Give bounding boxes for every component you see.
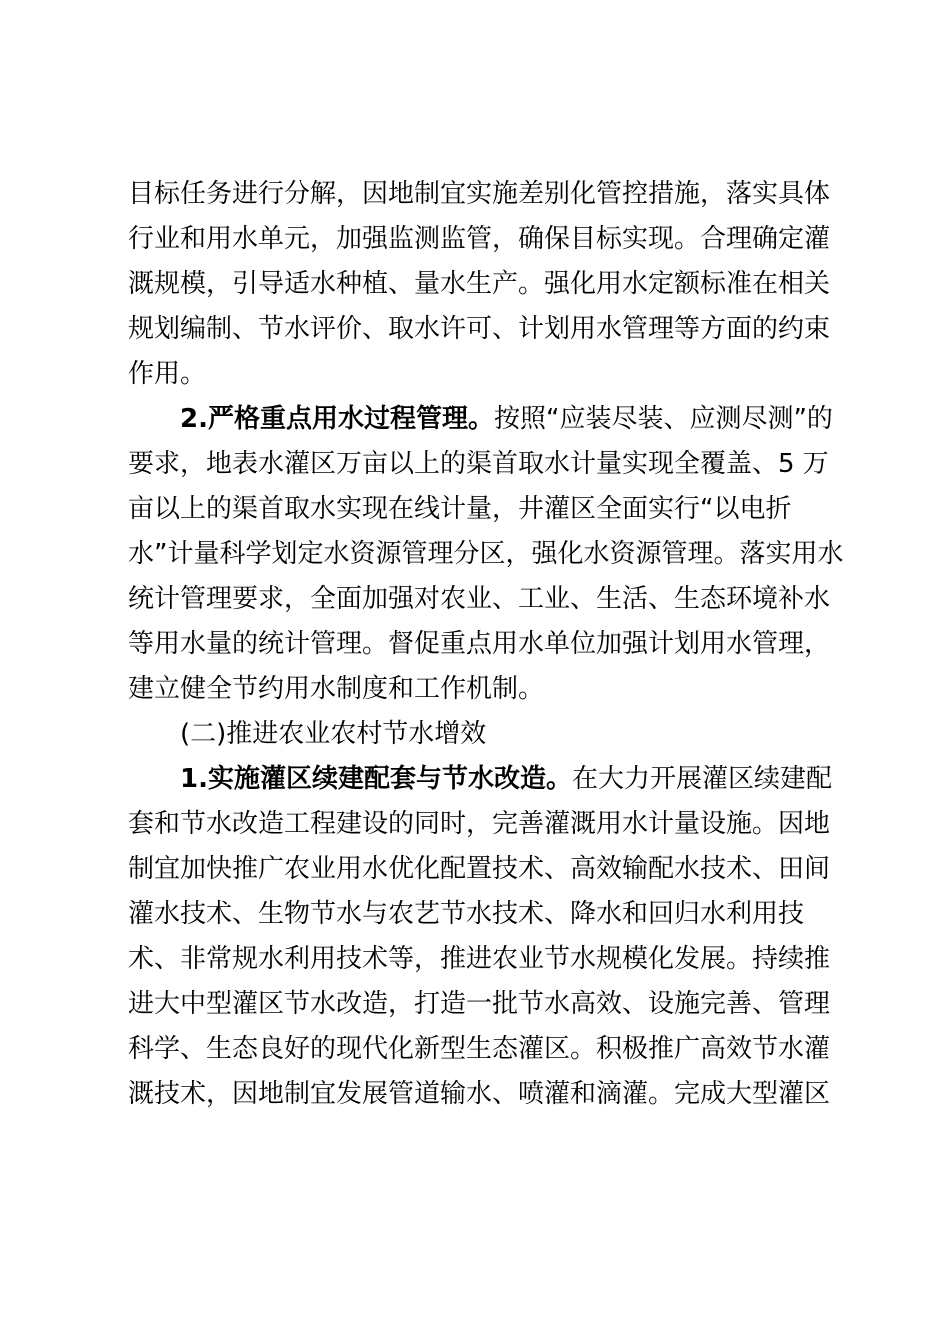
text-line: 等用水量的统计管理。督促重点用水单位加强计划用水管理， — [128, 629, 831, 659]
paragraph-2 — [128, 397, 844, 712]
paragraph-first-line — [128, 397, 833, 442]
paragraph-first-line — [128, 757, 832, 802]
text-line: 套和节水改造工程建设的同时，完善灌溉用水计量设施。因地 — [128, 809, 831, 839]
text-line: 要求，地表水灌区万亩以上的渠首取水计量实现全覆盖、5 万 — [128, 449, 829, 479]
text-line: 灌水技术、生物节水与农艺节水技术、降水和回归水利用技 — [128, 899, 805, 929]
section-heading: (二)推进农业农村节水增效 — [180, 719, 487, 749]
text-line: 统计管理要求，全面加强对农业、工业、生活、生态环境补水 — [128, 584, 831, 614]
text-line: 制宜加快推广农业用水优化配置技术、高效输配水技术、田间 — [128, 854, 831, 884]
numbered-heading: 2.严格重点用水过程管理。 — [180, 404, 494, 434]
text-line: 建立健全节约用水制度和工作机制。 — [128, 674, 545, 704]
text-line: 行业和用水单元，加强监测监管，确保目标实现。合理确定灌 — [128, 224, 831, 254]
text-line: 亩以上的渠首取水实现在线计量，井灌区全面实行“以电折 — [128, 494, 792, 524]
text-line: 溉技术，因地制宜发展管道输水、喷灌和滴灌。完成大型灌区 — [128, 1079, 831, 1109]
paragraph-3 — [128, 757, 832, 1117]
text-line: 水”计量科学划定水资源管理分区，强化水资源管理。落实用水 — [128, 539, 844, 569]
text-line: 进大中型灌区节水改造，打造一批节水高效、设施完善、管理 — [128, 989, 831, 1019]
text-segment: 在大力开展灌区续建配 — [571, 764, 832, 794]
paragraph-1 — [128, 172, 831, 397]
text-line: 溉规模，引导适水种植、量水生产。强化用水定额标准在相关 — [128, 269, 831, 299]
text-line: 科学、生态良好的现代化新型生态灌区。积极推广高效节水灌 — [128, 1034, 831, 1064]
document-body — [128, 172, 844, 1117]
text-line: 术、非常规水利用技术等，推进农业节水规模化发展。持续推 — [128, 944, 831, 974]
text-segment: 按照“应装尽装、应测尽测”的 — [493, 404, 833, 434]
text-line: 作用。 — [128, 359, 207, 389]
text-line: 目标任务进行分解，因地制宜实施差别化管控措施，落实具体 — [128, 179, 831, 209]
text-line: 规划编制、节水评价、取水许可、计划用水管理等方面的约束 — [128, 314, 831, 344]
numbered-heading: 1.实施灌区续建配套与节水改造。 — [180, 764, 572, 794]
